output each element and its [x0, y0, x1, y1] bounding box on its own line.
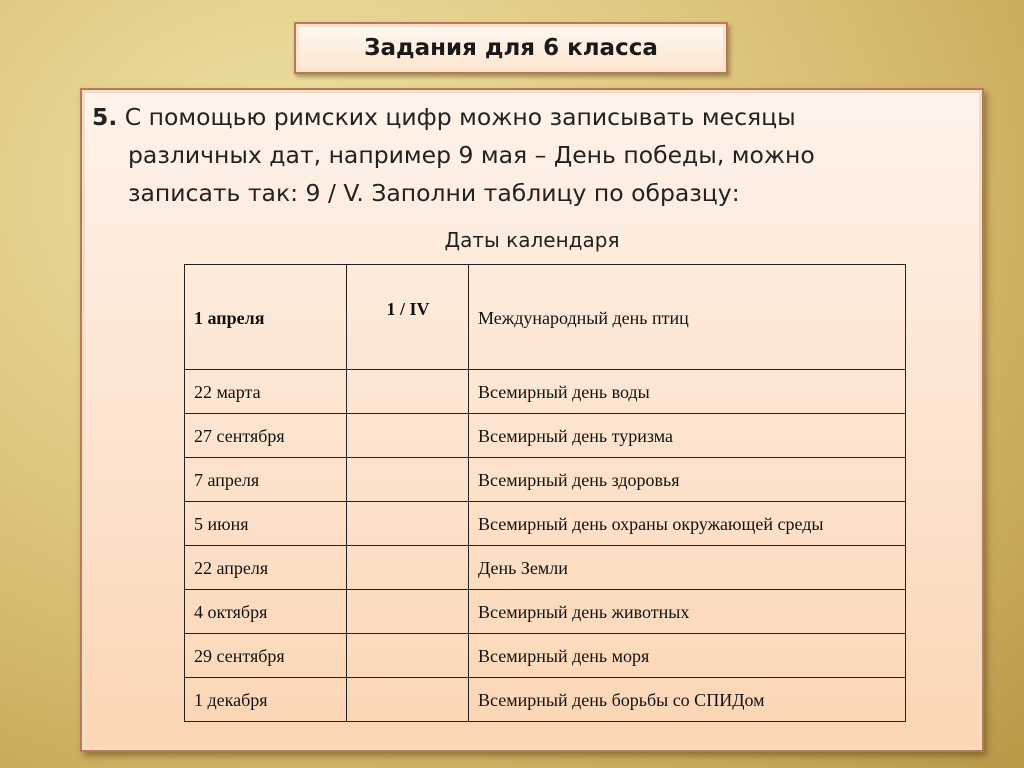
event-cell: Всемирный день здоровья — [469, 458, 906, 502]
table-row — [185, 502, 906, 546]
date-cell: 4 октября — [185, 590, 347, 634]
task-panel — [80, 88, 984, 752]
event-cell: Всемирный день борьбы со СПИДом — [469, 678, 906, 722]
roman-cell-empty[interactable] — [347, 502, 469, 546]
event-cell: Всемирный день моря — [469, 634, 906, 678]
table-row — [185, 634, 906, 678]
table-row — [185, 678, 906, 722]
table-row — [185, 590, 906, 634]
title-box — [294, 22, 728, 74]
date-cell: 22 марта — [185, 370, 347, 414]
roman-cell-empty[interactable] — [347, 590, 469, 634]
date-cell: 29 сентября — [185, 634, 347, 678]
table-row-example — [185, 265, 906, 370]
task-line-1-text: С помощью римских цифр можно записывать месяцы — [124, 103, 796, 131]
roman-cell-empty[interactable] — [347, 546, 469, 590]
event-cell: Всемирный день туризма — [469, 414, 906, 458]
date-cell: 22 апреля — [185, 546, 347, 590]
task-line-1 — [92, 98, 972, 136]
event-cell: Всемирный день охраны окружающей среды — [469, 502, 906, 546]
event-cell: День Земли — [469, 546, 906, 590]
date-cell: 1 апреля — [185, 265, 347, 370]
event-cell: Международный день птиц — [469, 265, 906, 370]
event-cell: Всемирный день животных — [469, 590, 906, 634]
date-cell: 7 апреля — [185, 458, 347, 502]
roman-cell-empty[interactable] — [347, 678, 469, 722]
roman-cell-empty[interactable] — [347, 370, 469, 414]
table-row — [185, 370, 906, 414]
task-line-3: записать так: 9 / V. Заполни таблицу по образцу: — [128, 179, 740, 207]
date-cell: 27 сентября — [185, 414, 347, 458]
date-cell: 5 июня — [185, 502, 347, 546]
table-row — [185, 414, 906, 458]
roman-cell: 1 / IV — [347, 265, 469, 370]
event-cell: Всемирный день воды — [469, 370, 906, 414]
date-cell: 1 декабря — [185, 678, 347, 722]
roman-cell-empty[interactable] — [347, 414, 469, 458]
roman-cell-empty[interactable] — [347, 634, 469, 678]
slide-title: Задания для 6 класса — [364, 35, 658, 61]
task-text — [92, 98, 972, 212]
table-caption: Даты календаря — [444, 228, 620, 252]
task-line-2: различных дат, например 9 мая – День победы, можно — [128, 141, 815, 169]
table-row — [185, 458, 906, 502]
dates-table — [184, 264, 906, 722]
table-row — [185, 546, 906, 590]
task-number: 5. — [92, 103, 118, 131]
roman-cell-empty[interactable] — [347, 458, 469, 502]
